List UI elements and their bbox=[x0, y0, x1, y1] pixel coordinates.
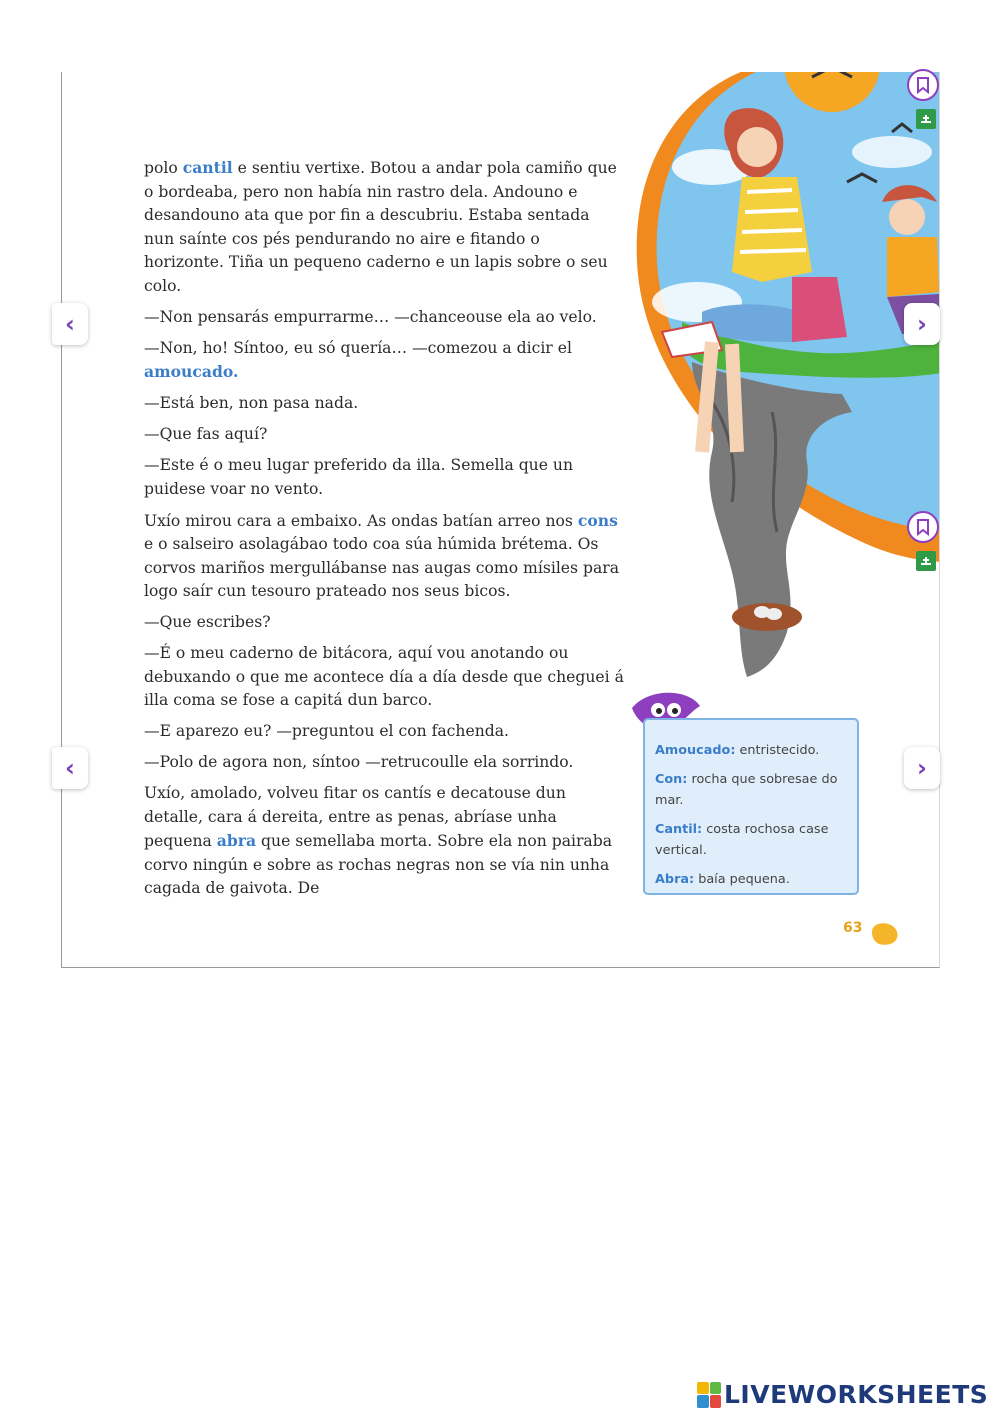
liveworksheets-logo-icon bbox=[697, 1382, 721, 1408]
glossary-entry: Con: rocha que sobresae do mar. bbox=[655, 772, 838, 808]
glossary-word-cantil: cantil bbox=[182, 158, 233, 177]
resource-button[interactable] bbox=[916, 551, 936, 571]
cliff-illustration bbox=[562, 72, 939, 712]
chevron-left-icon: ‹ bbox=[65, 754, 75, 782]
story-paragraph: polo cantil e sentiu vertixe. Botou a andar pola camiño que o bordeaba, pero non había nin rastro dela. Andouno e desandouno ata que por fin a descubriu. Estaba sentada nun saínte cos pés pendurando no aire e fitando o horizonte. Tiña un pequeno caderno e un lapis sobre o seu colo. bbox=[144, 158, 617, 295]
story-paragraph: —Este é o meu lugar preferido da illa. Semella que un puidese voar no vento. bbox=[144, 456, 573, 498]
page-number: 63 bbox=[843, 920, 863, 936]
story-paragraph: —Polo de agora non, síntoo —retrucoulle ela sorrindo. bbox=[144, 753, 574, 771]
prev-page-button[interactable] bbox=[52, 747, 88, 789]
story-paragraph: —Non, ho! Síntoo, eu só quería… —comezou a dicir el amoucado. bbox=[144, 338, 572, 381]
glossary-entry: Amoucado: entristecido. bbox=[655, 743, 820, 758]
bookmark-icon bbox=[909, 513, 937, 541]
resource-button[interactable] bbox=[916, 109, 936, 129]
chevron-right-icon: › bbox=[917, 754, 927, 782]
story-paragraph: —Que escribes? bbox=[144, 613, 271, 631]
glossary-word-cons: cons bbox=[577, 510, 618, 530]
page-number-blob-icon bbox=[868, 920, 900, 946]
resource-icon bbox=[916, 109, 936, 129]
glossary-entry: Cantil: costa rochosa case vertical. bbox=[655, 822, 829, 858]
prev-page-button[interactable] bbox=[52, 303, 88, 345]
story-paragraph: Uxío, amolado, volveu fitar os cantís e decatouse dun detalle, cara á dereita, entre as penas, abríase unha pequena abra que semellaba morta. Sobre ela non pairaba corvo ningún e sobre as rochas negras non se vía nin unha cagada de gaivota. De bbox=[144, 784, 613, 897]
story-paragraph: —Non pensarás empurrarme… —chanceouse ela ao velo. bbox=[144, 307, 597, 326]
story-paragraph: —É o meu caderno de bitácora, aquí vou anotando ou debuxando o que me acontece día a día desde que cheguei á illa coma se fose a capitá dun barco. bbox=[144, 644, 624, 709]
chevron-left-icon: ‹ bbox=[65, 310, 75, 338]
glossary-box bbox=[643, 718, 859, 895]
story-text bbox=[144, 156, 624, 908]
chevron-right-icon: › bbox=[917, 310, 927, 338]
next-page-button[interactable] bbox=[904, 747, 940, 789]
glossary-entry: Abra: baía pequena. bbox=[655, 872, 790, 887]
bookmark-icon bbox=[909, 71, 937, 99]
story-paragraph: —Que fas aquí? bbox=[144, 425, 268, 443]
glossary-word-abra: abra bbox=[216, 831, 257, 850]
next-page-button[interactable] bbox=[904, 303, 940, 345]
book-page bbox=[61, 72, 940, 968]
story-paragraph: —Está ben, non pasa nada. bbox=[144, 394, 359, 412]
bookmark-button[interactable] bbox=[907, 511, 939, 543]
bookmark-button[interactable] bbox=[907, 69, 939, 101]
glossary-word-amoucado: amoucado. bbox=[144, 362, 239, 381]
story-paragraph: —E aparezo eu? —preguntou el con fachenda. bbox=[144, 722, 509, 740]
resource-icon bbox=[916, 551, 936, 571]
brand-name: LIVEWORKSHEETS bbox=[724, 1380, 989, 1409]
story-paragraph: Uxío mirou cara a embaixo. As ondas batían arreo nos cons e o salseiro asolagábao todo coa súa húmida brétema. Os corvos mariños mergullábanse nas augas como mísiles para logo saír cun tesouro prateado nos seus bicos. bbox=[144, 510, 620, 600]
liveworksheets-logo bbox=[697, 1380, 988, 1409]
